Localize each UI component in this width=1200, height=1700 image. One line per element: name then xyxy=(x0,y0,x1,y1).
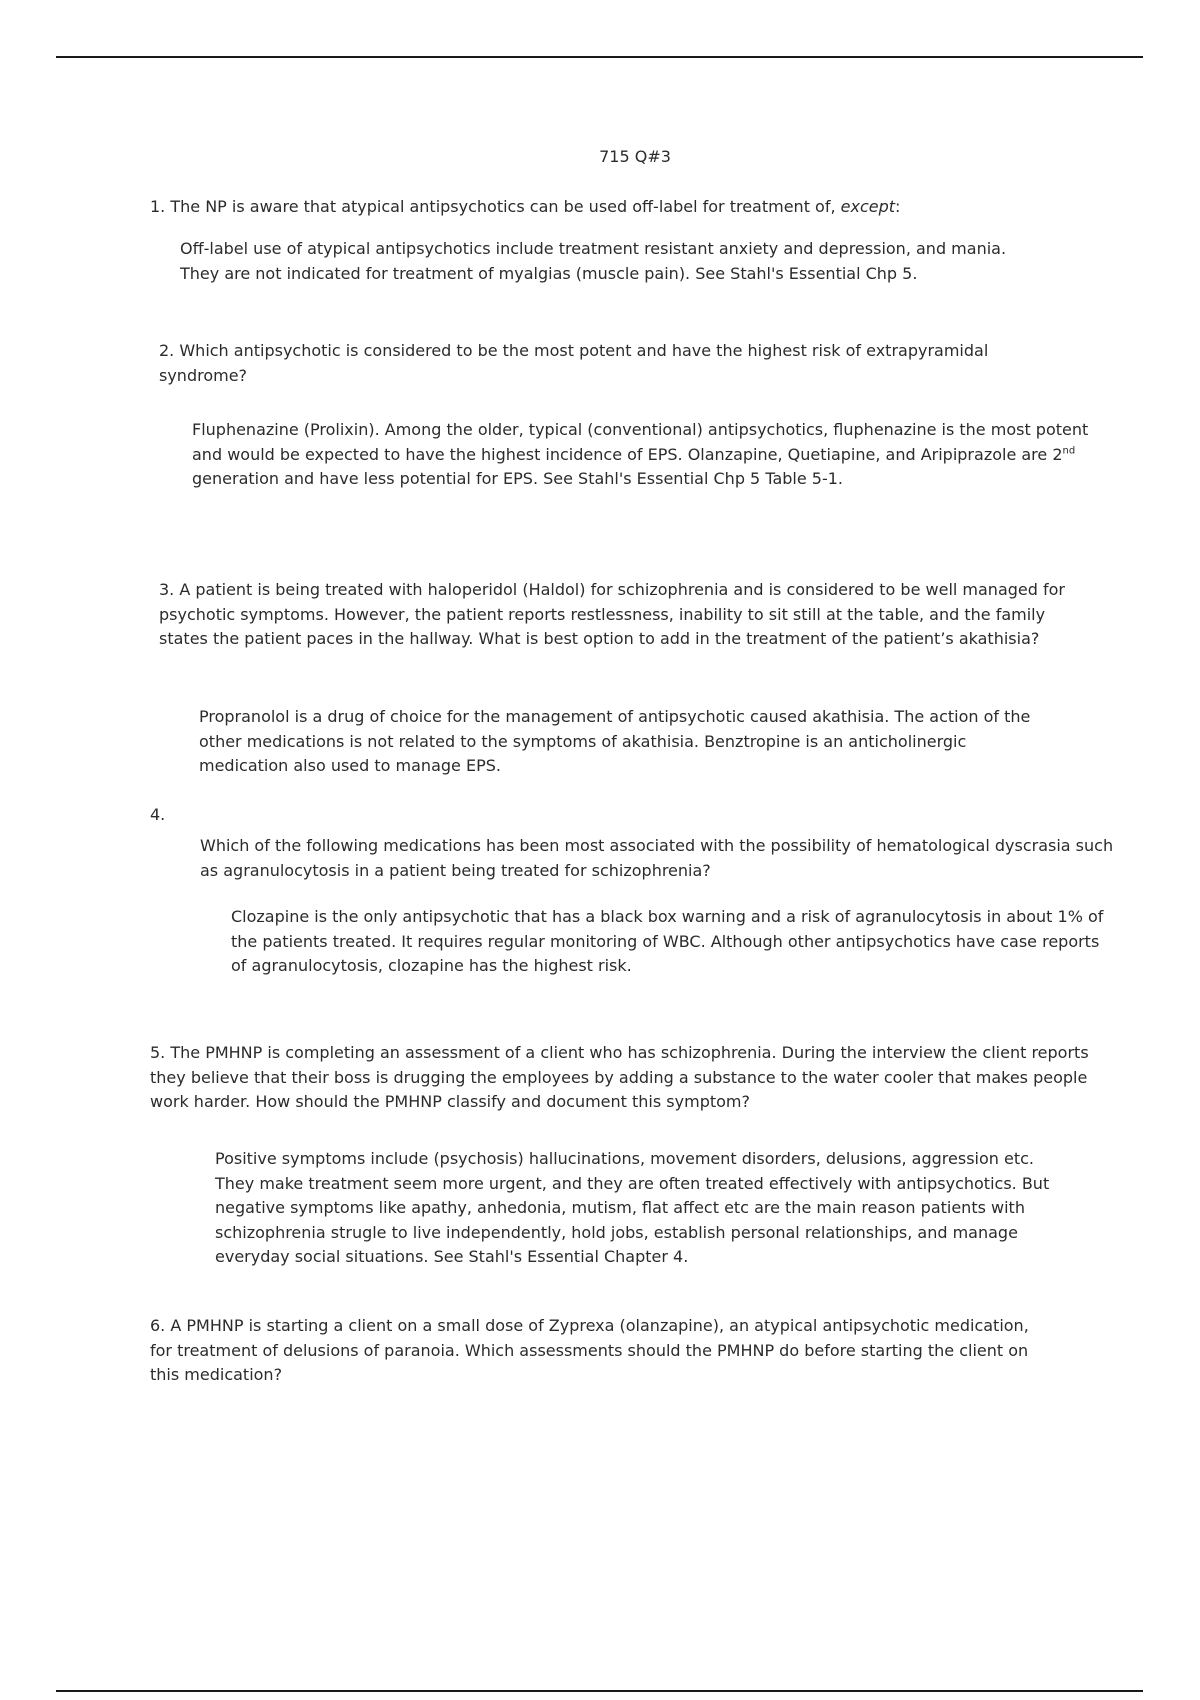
question-4: Which of the following medications has been most associated with the possibility of hematological dyscrasia such as agranulocytosis in a patient being treated for schizophrenia? xyxy=(200,836,1114,880)
question-2: 2. Which antipsychotic is considered to be the most potent and have the highest risk of extrapyramidal syndrome? xyxy=(159,341,989,385)
question-6: 6. A PMHNP is starting a client on a small dose of Zyprexa (olanzapine), an atypical antipsychotic medication, for treatment of delusions of paranoia. Which assessments should the PMHNP do before starting the client on this medication? xyxy=(150,1316,1029,1384)
answer-3: Propranolol is a drug of choice for the management of antipsychotic caused akathisia. The action of the other medications is not related to the symptoms of akathisia. Benztropine is an anticholinergic medication also used to manage EPS. xyxy=(199,707,1031,775)
question-1-suffix: : xyxy=(895,197,901,216)
bottom-rule xyxy=(56,1690,1143,1692)
question-1-text: 1. The NP is aware that atypical antipsychotics can be used off-label for treatment of, xyxy=(150,197,841,216)
answer-2-text: Fluphenazine (Prolixin). Among the older, typical (conventional) antipsychotics, fluphenazine is the most potent and would be expected to have the highest incidence of EPS. Olanzapine, Quetiapine, and Aripiprazole are 2 xyxy=(192,420,1089,464)
answer-1: Off-label use of atypical antipsychotics include treatment resistant anxiety and depression, and mania. They are not indicated for treatment of myalgias (muscle pain). See Stahl's Essential Chp 5. xyxy=(180,239,1007,283)
answer-2-superscript: nd xyxy=(1062,445,1076,457)
page-title: 715 Q#3 xyxy=(599,147,671,166)
question-1-emphasis: except xyxy=(840,197,896,216)
question-4-number: 4. xyxy=(150,805,166,824)
top-rule xyxy=(56,56,1143,58)
answer-5: Positive symptoms include (psychosis) hallucinations, movement disorders, delusions, aggression etc. They make treatment seem more urgent, and they are often treated effectively with antipsychotics. But negative symptoms like apathy, anhedonia, mutism, flat affect etc are the main reason patients with schizophrenia strugle to live independently, hold jobs, establish personal relationships, and manage everyday social situations. See Stahl's Essential Chapter 4. xyxy=(215,1149,1050,1266)
answer-4: Clozapine is the only antipsychotic that has a black box warning and a risk of agranulocytosis in about 1% of the patients treated. It requires regular monitoring of WBC. Although other antipsychotics have case reports of agranulocytosis, clozapine has the highest risk. xyxy=(231,907,1104,975)
answer-2 xyxy=(192,418,1098,492)
answer-2-text-cont: generation and have less potential for EPS. See Stahl's Essential Chp 5 Table 5-1. xyxy=(192,469,843,488)
question-5: 5. The PMHNP is completing an assessment of a client who has schizophrenia. During the interview the client reports they believe that their boss is drugging the employees by adding a substance to the water cooler that makes people work harder. How should the PMHNP classify and document this symptom? xyxy=(150,1043,1089,1111)
question-3: 3. A patient is being treated with haloperidol (Haldol) for schizophrenia and is considered to be well managed for psychotic symptoms. However, the patient reports restlessness, inability to sit still at the table, and the family states the patient paces in the hallway. What is best option to add in the treatment of the patient’s akathisia? xyxy=(159,580,1065,648)
question-1 xyxy=(150,195,1050,220)
